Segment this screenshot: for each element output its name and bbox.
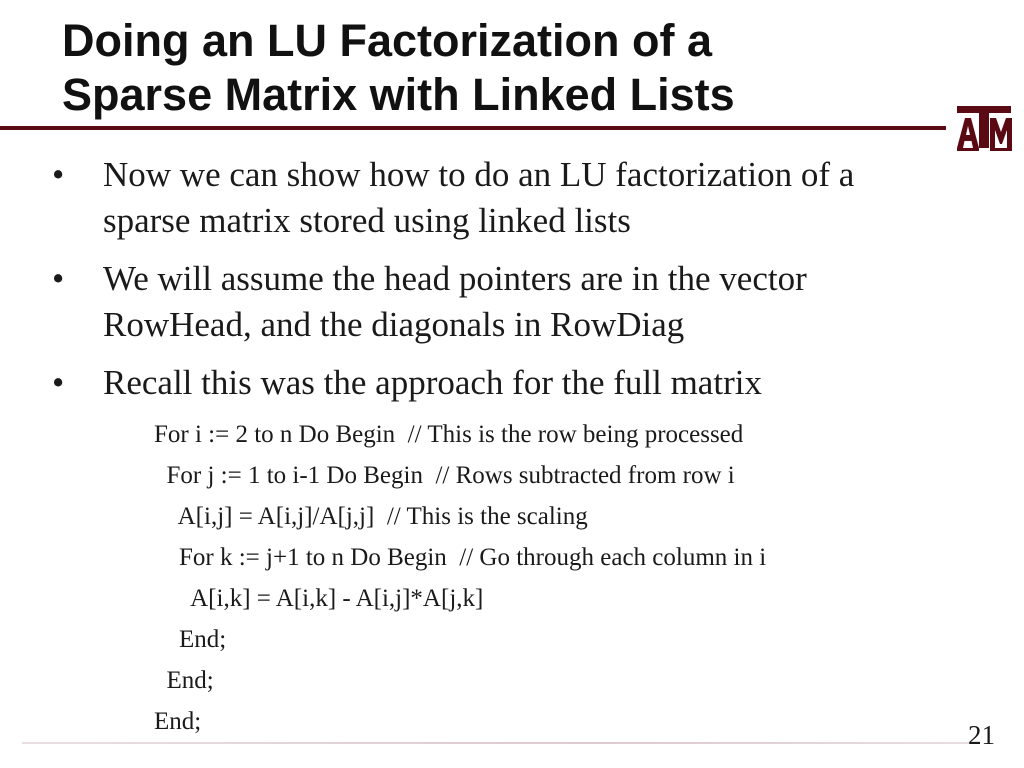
pseudocode-block bbox=[0, 414, 1024, 742]
bullet-text: Recall this was the approach for the full matrix bbox=[103, 363, 762, 402]
code-line: End; bbox=[154, 667, 214, 694]
code-line: For i := 2 to n Do Begin // This is the row being processed bbox=[154, 421, 744, 448]
code-line: A[i,j] = A[i,j]/A[j,j] // This is the scaling bbox=[154, 503, 588, 530]
code-line: For k := j+1 to n Do Begin // Go through each column in i bbox=[154, 544, 767, 571]
atm-logo-icon bbox=[955, 106, 1013, 152]
code-line: End; bbox=[154, 626, 227, 653]
code-line: For j := 1 to i-1 Do Begin // Rows subtracted from row i bbox=[154, 462, 735, 489]
bullet-item bbox=[0, 360, 923, 406]
title-divider bbox=[0, 126, 946, 130]
slide-title-line-1: Doing an LU Factorization of a bbox=[62, 15, 712, 66]
footer-divider bbox=[22, 742, 972, 744]
bullet-marker: • bbox=[52, 363, 65, 402]
bullet-text: Now we can show how to do an LU factorization of a sparse matrix stored using linked lists bbox=[103, 155, 855, 240]
bullet-marker: • bbox=[52, 259, 65, 298]
bullet-text: We will assume the head pointers are in the vector RowHead, and the diagonals in RowDiag bbox=[103, 259, 807, 344]
bullet-marker: • bbox=[52, 155, 65, 194]
page-number: 21 bbox=[968, 720, 995, 750]
bullet-list bbox=[0, 152, 1024, 418]
code-line: End; bbox=[154, 708, 202, 735]
code-line: A[i,k] = A[i,k] - A[i,j]*A[j,k] bbox=[154, 585, 484, 612]
bullet-item bbox=[0, 152, 923, 244]
bullet-item bbox=[0, 256, 923, 348]
slide-title bbox=[62, 14, 942, 122]
slide-title-line-2: Sparse Matrix with Linked Lists bbox=[62, 69, 735, 120]
